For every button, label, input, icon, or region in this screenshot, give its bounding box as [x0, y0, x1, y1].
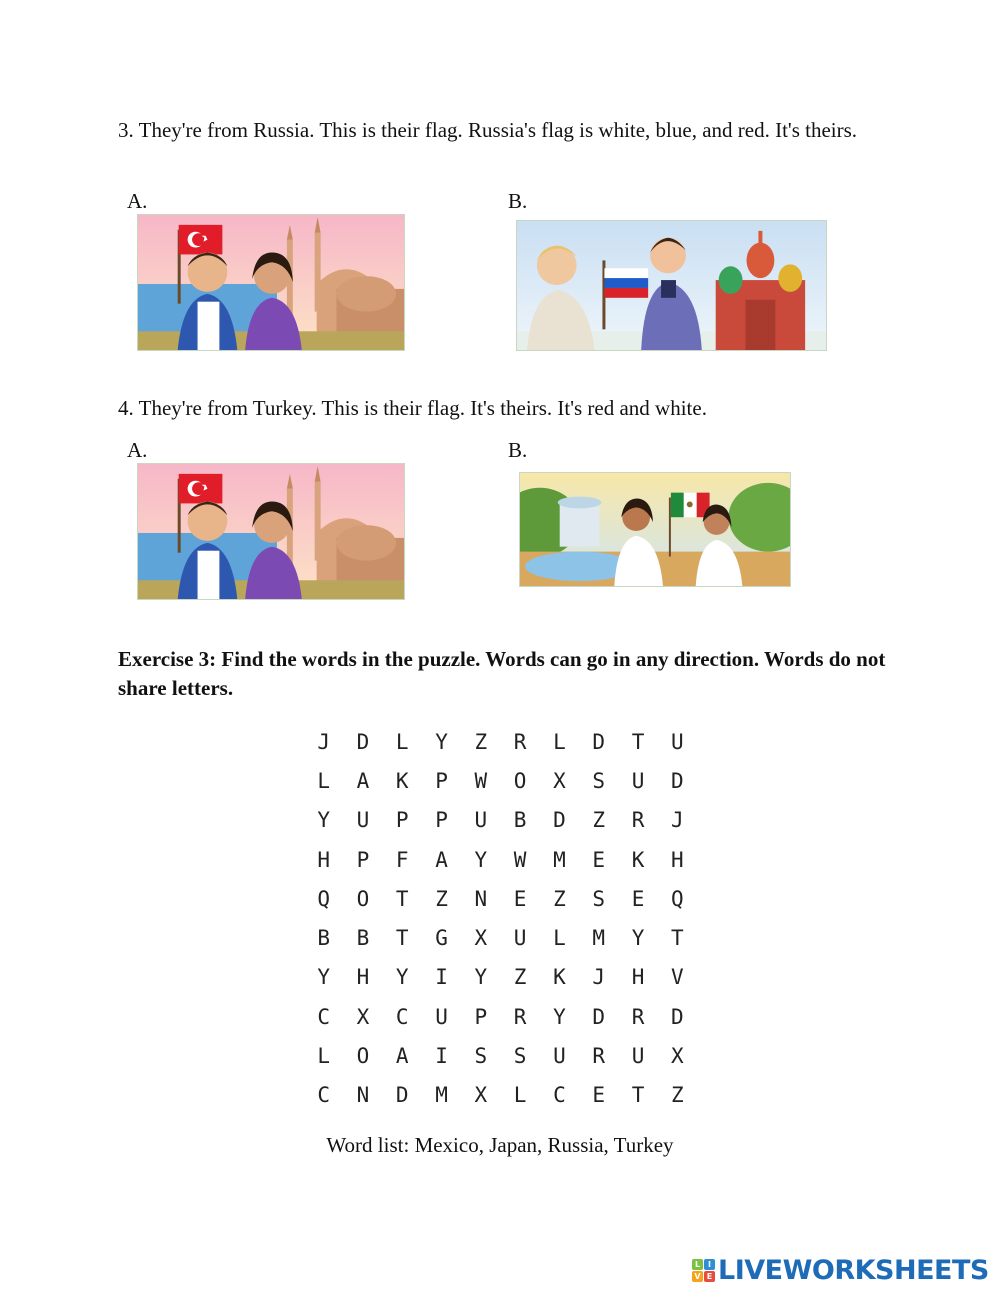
grid-letter[interactable]: H [670, 847, 684, 872]
grid-letter[interactable]: T [670, 926, 684, 951]
grid-letter[interactable]: R [592, 1044, 606, 1069]
grid-letter[interactable]: C [317, 1004, 330, 1029]
turkey-kids-picture-2[interactable] [137, 463, 405, 600]
grid-letter[interactable]: S [474, 1044, 488, 1069]
grid-letter[interactable]: W [513, 847, 527, 872]
grid-letter[interactable]: G [435, 926, 448, 951]
grid-letter[interactable]: L [553, 926, 566, 951]
grid-letter[interactable]: B [356, 926, 370, 951]
grid-letter[interactable]: U [631, 1044, 645, 1069]
grid-letter[interactable]: P [356, 847, 370, 872]
grid-letter[interactable]: U [435, 1004, 448, 1029]
grid-letter[interactable]: D [592, 729, 606, 754]
grid-letter[interactable]: U [474, 808, 488, 833]
grid-letter[interactable]: L [317, 768, 330, 793]
grid-letter[interactable]: D [670, 768, 684, 793]
logo-text: LIVEWORKSHEETS [718, 1255, 989, 1286]
grid-letter[interactable]: T [631, 729, 645, 754]
grid-letter[interactable]: E [513, 886, 527, 911]
grid-letter[interactable]: X [670, 1044, 684, 1069]
grid-letter[interactable]: D [356, 729, 370, 754]
grid-letter[interactable]: O [356, 1044, 370, 1069]
grid-letter[interactable]: Z [670, 1083, 684, 1108]
grid-letter[interactable]: Y [474, 847, 488, 872]
grid-letter[interactable]: D [395, 1083, 409, 1108]
grid-letter[interactable]: I [435, 965, 448, 990]
grid-letter[interactable]: D [592, 1004, 606, 1029]
grid-letter[interactable]: Z [592, 808, 606, 833]
grid-letter[interactable]: K [553, 965, 566, 990]
grid-letter[interactable]: J [592, 965, 606, 990]
grid-letter[interactable]: P [474, 1004, 488, 1029]
grid-letter[interactable]: J [317, 729, 330, 754]
question-4-option-b-label: B. [508, 438, 528, 462]
logo-mark-l: L [692, 1259, 703, 1270]
grid-row [304, 1076, 704, 1115]
grid-row [304, 879, 704, 918]
grid-letter[interactable]: Y [435, 729, 448, 754]
grid-letter[interactable]: Z [553, 886, 566, 911]
logo-mark-icon [692, 1259, 715, 1282]
question-3-option-b-label: B. [508, 189, 528, 213]
logo-mark-i: I [704, 1259, 715, 1270]
grid-letter[interactable]: Y [631, 926, 645, 951]
grid-letter[interactable]: Y [317, 965, 330, 990]
grid-letter[interactable]: H [631, 965, 645, 990]
grid-letter[interactable]: L [513, 1083, 527, 1108]
grid-letter[interactable]: C [317, 1083, 330, 1108]
word-search-grid[interactable] [304, 722, 704, 1115]
grid-letter[interactable]: Z [474, 729, 488, 754]
grid-letter[interactable]: A [435, 847, 448, 872]
grid-letter[interactable]: P [395, 808, 409, 833]
grid-letter[interactable]: X [474, 1083, 488, 1108]
grid-letter[interactable]: W [474, 768, 488, 793]
grid-letter[interactable]: E [631, 886, 645, 911]
grid-letter[interactable]: X [356, 1004, 370, 1029]
liveworksheets-logo [692, 1255, 989, 1286]
word-list: Word list: Mexico, Japan, Russia, Turkey [326, 1133, 674, 1157]
grid-letter[interactable]: H [317, 847, 330, 872]
grid-letter[interactable]: Y [317, 808, 330, 833]
logo-mark-e: E [704, 1271, 715, 1282]
grid-letter[interactable]: O [356, 886, 370, 911]
grid-letter[interactable]: P [435, 808, 448, 833]
mexico-kids-illustration [520, 473, 790, 586]
grid-row [304, 761, 704, 800]
grid-letter[interactable]: Q [670, 886, 684, 911]
question-3-text: 3. They're from Russia. This is their flag. Russia's flag is white, blue, and red. It's theirs. [118, 118, 858, 142]
grid-row [304, 918, 704, 957]
grid-letter[interactable]: R [513, 729, 527, 754]
grid-letter[interactable]: T [631, 1083, 645, 1108]
question-3-option-a-label: A. [127, 189, 148, 213]
grid-letter[interactable]: Y [474, 965, 488, 990]
grid-letter[interactable]: U [513, 926, 527, 951]
grid-letter[interactable]: D [553, 808, 566, 833]
grid-letter[interactable]: H [356, 965, 370, 990]
grid-row [304, 997, 704, 1036]
grid-letter[interactable]: A [395, 1044, 409, 1069]
grid-letter[interactable]: U [356, 808, 370, 833]
grid-letter[interactable]: F [395, 847, 409, 872]
grid-letter[interactable]: L [553, 729, 566, 754]
grid-letter[interactable]: S [513, 1044, 527, 1069]
grid-row [304, 840, 704, 879]
grid-letter[interactable]: X [474, 926, 488, 951]
grid-letter[interactable]: K [631, 847, 645, 872]
grid-letter[interactable]: J [670, 808, 684, 833]
grid-letter[interactable]: R [631, 1004, 645, 1029]
question-4-text: 4. They're from Turkey. This is their flag. It's theirs. It's red and white. [118, 396, 707, 420]
grid-letter[interactable]: I [435, 1044, 448, 1069]
grid-letter[interactable]: C [553, 1083, 566, 1108]
question-4-option-a-label: A. [127, 438, 148, 462]
grid-letter[interactable]: E [592, 1083, 606, 1108]
grid-letter[interactable]: R [513, 1004, 527, 1029]
grid-row [304, 801, 704, 840]
grid-letter[interactable]: Y [395, 965, 409, 990]
grid-letter[interactable]: N [474, 886, 488, 911]
grid-letter[interactable]: O [513, 768, 527, 793]
grid-row [304, 1036, 704, 1075]
grid-letter[interactable]: L [317, 1044, 330, 1069]
grid-letter[interactable]: L [395, 729, 409, 754]
grid-letter[interactable]: T [395, 926, 409, 951]
turkey-kids-illustration [138, 215, 404, 350]
russia-kids-picture[interactable] [516, 220, 827, 351]
grid-letter[interactable]: D [670, 1004, 684, 1029]
grid-letter[interactable]: M [435, 1083, 448, 1108]
russia-kids-illustration [517, 221, 826, 350]
grid-letter[interactable]: B [513, 808, 527, 833]
grid-letter[interactable]: U [631, 768, 645, 793]
grid-letter[interactable]: S [592, 768, 606, 793]
turkey-kids-picture[interactable] [137, 214, 405, 351]
grid-letter[interactable]: M [592, 926, 606, 951]
grid-letter[interactable]: U [553, 1044, 566, 1069]
grid-row [304, 958, 704, 997]
grid-letter[interactable]: Q [317, 886, 330, 911]
grid-letter[interactable]: Y [553, 1004, 566, 1029]
grid-letter[interactable]: T [395, 886, 409, 911]
grid-letter[interactable]: K [395, 768, 409, 793]
grid-letter[interactable]: X [553, 768, 566, 793]
grid-row [304, 722, 704, 761]
grid-letter[interactable]: A [356, 768, 370, 793]
grid-letter[interactable]: S [592, 886, 606, 911]
logo-mark-v: V [692, 1271, 703, 1282]
grid-letter[interactable]: M [553, 847, 566, 872]
grid-letter[interactable]: Z [513, 965, 527, 990]
grid-letter[interactable]: N [356, 1083, 370, 1108]
grid-letter[interactable]: C [395, 1004, 409, 1029]
grid-letter[interactable]: U [670, 729, 684, 754]
grid-letter[interactable]: V [670, 965, 684, 990]
grid-letter[interactable]: P [435, 768, 448, 793]
grid-letter[interactable]: R [631, 808, 645, 833]
grid-letter[interactable]: Z [435, 886, 448, 911]
exercise-3-title: Exercise 3: Find the words in the puzzle. Words can go in any direction. Words do not share letters. [118, 647, 886, 700]
turkey-kids-illustration-2 [138, 464, 404, 599]
grid-letter[interactable]: B [317, 926, 330, 951]
mexico-kids-picture[interactable] [519, 472, 791, 587]
grid-letter[interactable]: E [592, 847, 606, 872]
